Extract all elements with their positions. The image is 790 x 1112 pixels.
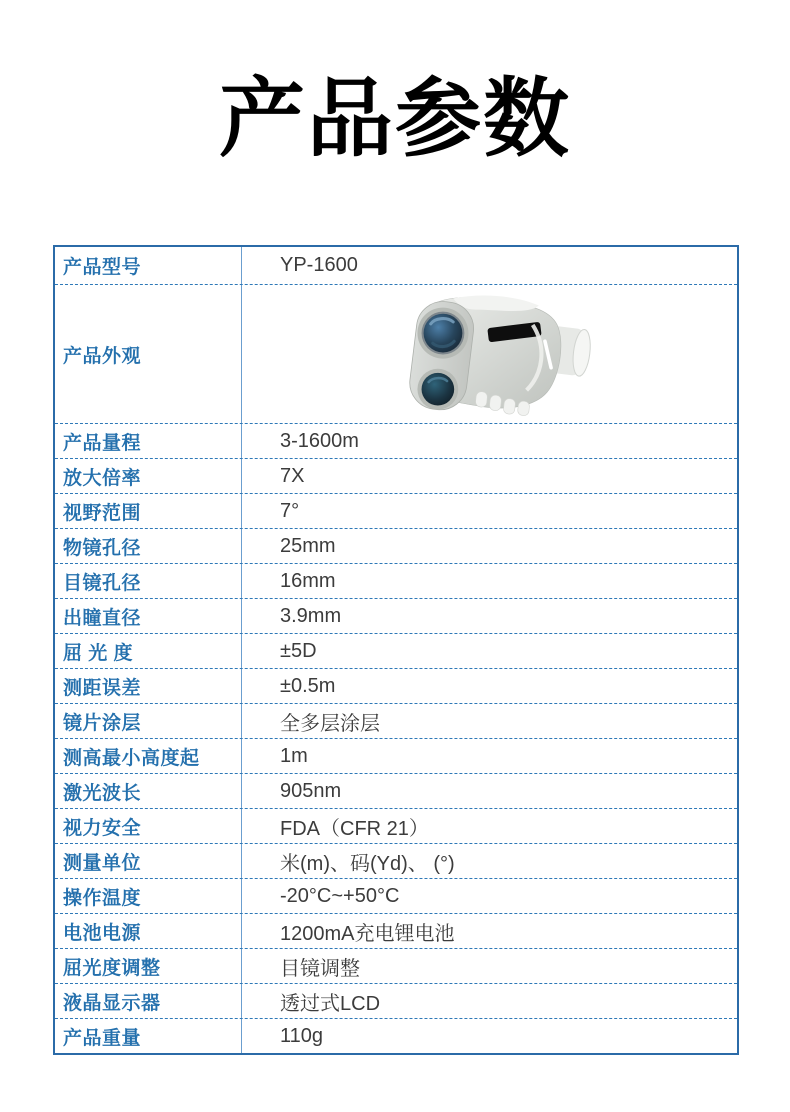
table-row	[55, 598, 737, 633]
spec-label: 物镜孔径	[63, 537, 142, 559]
page-title: 产品参数	[219, 68, 571, 169]
spec-value: ±0.5m	[241, 669, 737, 703]
spec-label: 产品量程	[63, 432, 142, 454]
spec-label: 产品型号	[63, 257, 142, 278]
table-row	[55, 458, 737, 493]
table-row	[55, 563, 737, 598]
spec-label: 产品重量	[63, 1027, 142, 1049]
spec-value: 目镜调整	[241, 949, 737, 983]
table-row	[55, 528, 737, 563]
spec-value: 1m	[241, 739, 737, 773]
table-row	[55, 808, 737, 843]
table-row	[55, 493, 737, 528]
spec-label: 液晶显示器	[63, 992, 161, 1014]
spec-label: 测高最小高度起	[63, 747, 200, 769]
table-row	[55, 633, 737, 668]
laser-lens	[417, 369, 458, 410]
spec-label: 视力安全	[63, 817, 142, 839]
spec-value: 25mm	[241, 529, 737, 563]
spec-label: 屈光度调整	[63, 957, 161, 979]
spec-label: 激光波长	[63, 782, 142, 804]
spec-value: 全多层涂层	[241, 704, 737, 738]
spec-label: 目镜孔径	[63, 572, 142, 594]
spec-value: 16mm	[241, 564, 737, 598]
spec-value: 110g	[241, 1019, 737, 1053]
spec-value: FDA（CFR 21）	[241, 809, 737, 843]
table-row-appearance	[55, 284, 737, 423]
spec-label: 测量单位	[63, 852, 142, 874]
table-row-model	[55, 247, 737, 284]
spec-value: 905nm	[241, 774, 737, 808]
spec-label: 放大倍率	[63, 467, 142, 489]
table-row	[55, 878, 737, 913]
table-row	[55, 703, 737, 738]
table-row	[55, 948, 737, 983]
spec-value: 3-1600m	[241, 424, 737, 458]
spec-value: 米(m)、码(Yd)、 (°)	[241, 844, 737, 878]
table-row	[55, 913, 737, 948]
table-row	[55, 1018, 737, 1053]
spec-value: 1200mA充电锂电池	[241, 914, 737, 948]
spec-table	[53, 245, 739, 1055]
spec-value: ±5D	[241, 634, 737, 668]
spec-value: 3.9mm	[241, 599, 737, 633]
table-row	[55, 738, 737, 773]
product-photo-cell	[241, 285, 737, 423]
spec-value: 透过式LCD	[241, 984, 737, 1018]
spec-label: 屈 光 度	[63, 642, 134, 664]
spec-label: 出瞳直径	[63, 607, 142, 629]
spec-value: 7X	[241, 459, 737, 493]
spec-value: 7°	[241, 494, 737, 528]
spec-label: 操作温度	[63, 887, 142, 909]
spec-label: 电池电源	[63, 922, 142, 944]
table-row	[55, 773, 737, 808]
objective-lens	[417, 308, 468, 359]
table-row	[55, 843, 737, 878]
table-row	[55, 423, 737, 458]
spec-label: 产品外观	[63, 345, 142, 367]
table-row	[55, 668, 737, 703]
spec-value: -20°C~+50°C	[241, 879, 737, 913]
spec-value: YP-1600	[241, 247, 737, 284]
spec-label: 镜片涂层	[63, 712, 142, 734]
rangefinder-photo	[394, 290, 598, 418]
table-row	[55, 983, 737, 1018]
spec-label: 测距误差	[63, 677, 142, 699]
spec-label: 视野范围	[63, 502, 142, 524]
